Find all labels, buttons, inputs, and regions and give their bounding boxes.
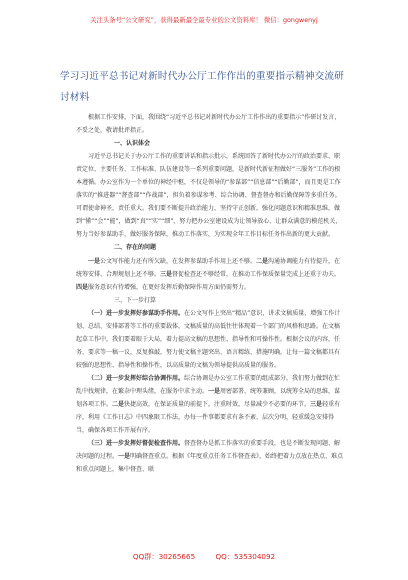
paragraph-text: 快捷高效，在保证质量的前提下，注重时效，尽量减少不必要的环节。	[124, 401, 311, 409]
paragraph-text: 服务意识有待增强，在更好发挥后勤保障作用方面仍需努力。	[88, 283, 251, 291]
paragraph-text: 周密部署、统筹兼顾，以统筹全局的思维，谋划各项工作。	[76, 387, 341, 409]
bold-lead-text: （二）进一步发挥好综合协调作用。	[88, 374, 185, 382]
paragraph-text: 督查督办是抓工作落实的重要手段，也是不断发现问题、解决问题的过程。	[76, 440, 341, 461]
bold-lead-text: 一是	[208, 387, 221, 395]
bold-lead-text: 二是	[256, 257, 269, 265]
document-body	[76, 111, 344, 476]
bold-lead-text: （三）进一步发挥好督促检查作用。	[88, 440, 185, 448]
body-paragraph	[76, 372, 344, 437]
footer-qq: QQ：535304092	[215, 552, 276, 561]
body-paragraph	[76, 255, 344, 294]
section-heading: 一、认识体会	[114, 140, 151, 148]
body-paragraph: 根据工作安排，下面，我围绕“习近平总书记对新时代办公厅工作作出的重要指示”作研讨发言，不妥之处，敬请批评指正。	[76, 114, 341, 135]
paragraph-text: 公文写作能力还有所欠缺，在发挥参谋助手作用上还不够。	[100, 257, 257, 265]
section-heading: 三、下一步打算	[114, 296, 157, 304]
paragraph-text: 在公文写作上突出“精品”意识，讲求文稿质量，增强工作计划、总结、安排部署等工作的重要载体，文稿质量的高低往往体现着一个部门的风格和思路。在文稿起草工作中，我们要着眼于大局，着力提高文稿的思想性、指导性和可操作性。根据会议的内容，任务、要求等一稿一议，反复推敲，努力使文稿主题突出、语言精练、措施明确，让每一篇文稿都具有较强的思想性、指导性和操作性，以高质量的文稿为领导提供高质量的服务。	[76, 309, 341, 369]
document-title: 学习习近平总书记对新时代办公厅工作作出的重要指示精神交流研讨材料	[60, 71, 345, 103]
section-heading: 二、存在的问题	[114, 244, 157, 252]
bold-lead-text: 三是	[310, 401, 323, 409]
bold-lead-text: 一是	[118, 453, 131, 461]
body-paragraph	[76, 437, 344, 476]
paragraph-text: 综合协调是办公室工作重要的组成部分。我们努力做到在忙乱中找规律，在繁杂中理头绪，在服务中求主动。	[76, 374, 341, 395]
bold-lead-text: 二是	[112, 401, 125, 409]
bold-lead-text: 一是	[88, 257, 101, 265]
bold-lead-text: 四是	[76, 283, 89, 291]
body-paragraph: 习近平总书记关于办公厅工作的重要讲话和指示批示，系统回答了新时代办公厅的政治要求、职责定位、主要任务、工作标准、队伍建设等一系列重要问题，是新时代新征程做好“三服务”工作的根本遵循。办公室作为一个单位的神经中枢，不仅是领导的“参谋部”“信息部”“后勤部”，而且更是工作落实的“推进器”“督查部”“作战部”，担负着参谋参考、综合协调、督查督办和后勤保障等多重任务。可谓使命神圣，责任重大。我们要不断提升政治能力，坚持守正创新，强化问题意识和精准思维，做到“懂”“会”“能”，做到“真”“实”“细”，努力把办公室建设成为让领导放心、让群众满意的模范机关，努力当好参谋助手，做好服务保障，推动工作落实，为实现全年工作目标任务作出新的更大贡献。	[76, 153, 342, 239]
body-paragraph	[76, 307, 344, 372]
paragraph-text: 轻重有序，利用《工作日志》中四象限工作法，办每一件事都要求有条不紊、层次分明，轻重缓急安排得当，确保各项工作开展有序。	[76, 401, 341, 435]
promo-banner: 关注头条号“公文研究”，获得最新最全最专业的公文资料库！ 微信：gongwenyj	[90, 17, 318, 24]
footer-contact	[0, 552, 408, 562]
bold-lead-text: 三是	[160, 270, 173, 278]
footer-qq-group: QQ群：30265665	[132, 552, 196, 561]
bold-lead-text: （一）进一步发挥好参谋助手作用。	[88, 309, 185, 317]
paragraph-text: 沟通协调能力有待提升，在统筹安排、合理规划上还不够。	[76, 257, 341, 278]
paragraph-text: 明确督查重点。根据《年度重点任务工作督查表》，始终把着力点放在热点、难点和重点问题上，集中督查、联	[76, 453, 344, 474]
paragraph-text: 督促检查还不够经常，在推动工作保质保量完成上还重于功夫。	[172, 270, 341, 278]
